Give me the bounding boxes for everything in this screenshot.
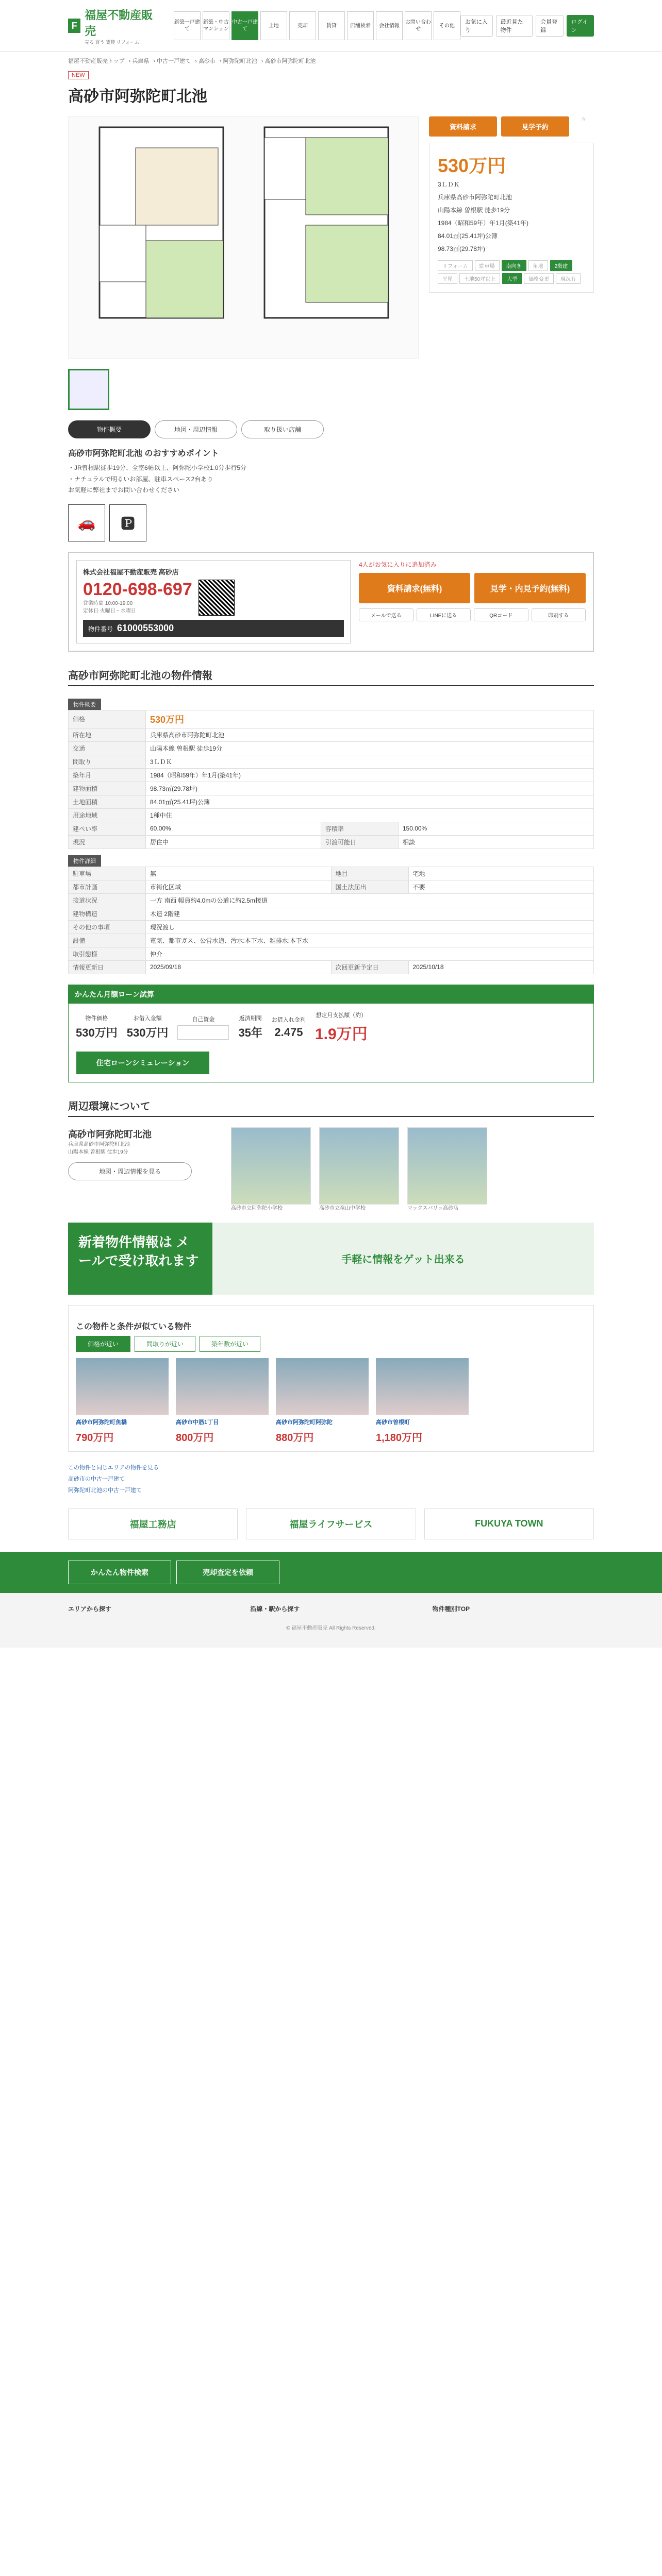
related-link[interactable]: 阿弥陀町北池の中古一戸建て <box>68 1487 142 1494</box>
spec-value: 電気、都市ガス、公営水道、汚水:本下水、雑排水:本下水 <box>146 934 594 947</box>
loan-label: お借入金額 <box>133 1015 162 1022</box>
tag: 価格変更 <box>524 273 554 284</box>
pr-line: ・ナチュラルで明るいお部屋、駐車スペース2台あり <box>68 475 213 483</box>
nav-item[interactable]: 新築・中古マンション <box>203 11 229 40</box>
spec-key: 都市計画 <box>69 880 146 893</box>
nav-item[interactable]: 店舗検索 <box>347 11 374 40</box>
spec-value: 木造 2階建 <box>146 907 594 920</box>
contact-visit-button[interactable]: 見学・内見予約(無料) <box>474 573 586 603</box>
footer-heading: 沿線・駅から探す <box>250 1605 300 1613</box>
site-logo[interactable] <box>68 7 153 45</box>
logo-icon: F <box>68 19 80 33</box>
detail-table <box>68 867 594 974</box>
loan-label: 物件価格 <box>85 1015 108 1022</box>
env-photo[interactable] <box>407 1127 487 1205</box>
loan-simulator <box>68 985 594 1082</box>
env-photo[interactable] <box>319 1127 399 1205</box>
banner-left-text: 新着物件情報は メールで受け取れます <box>78 1234 199 1269</box>
price: 530万円 <box>438 155 506 176</box>
env-place: マックスバリュ高砂店 <box>407 1205 459 1211</box>
logo-sub: 売る 買う 賃貸 リフォーム <box>85 39 140 45</box>
login-button[interactable]: ログイン <box>567 15 594 37</box>
recommendations <box>68 1305 594 1452</box>
spec-key: 接道状況 <box>69 893 146 907</box>
related-links <box>68 1462 594 1496</box>
brand-link[interactable]: 福屋ライフサービス <box>246 1509 416 1539</box>
related-link[interactable]: 高砂市の中古一戸建て <box>68 1476 125 1482</box>
share-line-button[interactable]: LINEに送る <box>417 608 471 621</box>
bottom-cta-bar <box>0 1552 662 1593</box>
loan-sim-button[interactable]: 住宅ローンシミュレーション <box>76 1051 210 1075</box>
feature-tags <box>438 260 585 284</box>
card-price: 800万円 <box>176 1432 214 1444</box>
reco-card[interactable] <box>176 1358 269 1444</box>
card-name: 高砂市阿弥陀町阿弥陀 <box>276 1419 333 1426</box>
reco-tab-layout[interactable]: 間取りが近い <box>135 1336 195 1352</box>
spec-value: 3ＬＤＫ <box>146 755 594 768</box>
tab-shop[interactable]: 取り扱い店舗 <box>241 420 324 438</box>
spec-value: 現況渡し <box>146 920 594 934</box>
nav-item-active[interactable]: 中古一戸建て <box>231 11 258 40</box>
layout: 3ＬＤＫ <box>438 181 460 188</box>
brand-link[interactable]: 福屋工務店 <box>68 1509 238 1539</box>
tag-active: 大型 <box>502 273 522 284</box>
spec-value: 居住中 <box>146 835 321 849</box>
spec-key: 次回更新予定日 <box>331 960 408 974</box>
related-link[interactable]: この物件と同じエリアの物件を見る <box>68 1464 159 1471</box>
spec-key: 引渡可能日 <box>321 835 398 849</box>
footer-heading: エリアから探す <box>68 1605 112 1613</box>
spec-key: 国土法届出 <box>331 880 408 893</box>
env-title: 周辺環境について <box>68 1098 594 1117</box>
tag-active: 南向き <box>502 260 526 271</box>
tag: 角地 <box>528 260 548 271</box>
card-price: 1,180万円 <box>376 1432 423 1444</box>
loan-label: 自己資金 <box>192 1016 215 1023</box>
tag: 現況有 <box>556 273 581 284</box>
nav-item[interactable]: 土地 <box>260 11 287 40</box>
tag: 平屋 <box>438 273 457 284</box>
spec-value: 84.01㎡(25.41坪)公簿 <box>146 795 594 808</box>
reco-title: この物件と条件が似ている物件 <box>76 1322 192 1331</box>
spec-value: 一方 南西 幅員約4.0mの公道に約2.5m接道 <box>146 893 594 907</box>
favorite-star-icon[interactable]: ☆ <box>581 116 586 122</box>
sell-assess-button[interactable]: 売却査定を依頼 <box>176 1561 279 1584</box>
spec-value: 2025/10/18 <box>408 960 594 974</box>
breadcrumb-item[interactable]: 中古一戸建て <box>157 58 191 64</box>
print-button[interactable]: 印刷する <box>532 608 586 621</box>
pr-line: ・JR曽根駅徒歩19分、全室6帖以上、阿弥陀小学校1.0分歩行5分 <box>68 464 247 471</box>
spec-value: 山陽本線 曽根駅 徒歩19分 <box>146 741 594 755</box>
tab-overview[interactable]: 物件概要 <box>68 420 151 438</box>
nav-item[interactable]: その他 <box>434 11 460 40</box>
logo-text: 福屋不動産販売 <box>85 8 153 38</box>
env-name: 高砂市阿弥陀町北池 <box>68 1129 152 1140</box>
loan-rate-input[interactable]: 2.475 <box>274 1025 303 1039</box>
building-area: 98.73㎡(29.78坪) <box>438 245 486 252</box>
card-name: 高砂市曽根町 <box>376 1419 410 1426</box>
built: 1984（昭和59年）年1月(築41年) <box>438 219 529 227</box>
nav-item[interactable]: 売却 <box>289 11 316 40</box>
spec-key: 駐車場 <box>69 867 146 880</box>
spec-key: 築年月 <box>69 768 146 782</box>
qr-code <box>198 580 235 616</box>
spec-value: 1984（昭和59年）年1月(築41年) <box>146 768 594 782</box>
spec-key: 設備 <box>69 934 146 947</box>
breadcrumb-current: 高砂市阿弥陀町北池 <box>264 58 316 64</box>
spec-key: 交通 <box>69 741 146 755</box>
share-qr-button[interactable]: QRコード <box>474 608 528 621</box>
nav-item[interactable]: 新築一戸建て <box>174 11 201 40</box>
spec-title: 高砂市阿弥陀町北池の物件情報 <box>68 667 594 686</box>
nav-item[interactable]: 会社情報 <box>376 11 403 40</box>
property-number: 物件番号 61000553000 <box>83 620 344 637</box>
reco-card[interactable] <box>76 1358 169 1444</box>
global-nav <box>174 11 460 40</box>
spec-value: 不要 <box>408 880 594 893</box>
spec-key: その他の事項 <box>69 920 146 934</box>
new-badge: NEW <box>68 71 89 79</box>
breadcrumb-item[interactable]: 阿弥陀町北池 <box>223 58 257 64</box>
env-place: 高砂市立竜山中学校 <box>319 1205 366 1211</box>
page-title: 高砂市阿弥陀町北池 <box>68 88 207 105</box>
station: 山陽本線 曽根駅 徒歩19分 <box>438 207 510 214</box>
spec-key: 建物面積 <box>69 782 146 795</box>
request-docs-button[interactable]: 資料請求 <box>429 116 497 137</box>
tag: リフォーム <box>438 260 473 271</box>
reco-card[interactable] <box>376 1358 469 1444</box>
loan-label: 返済期間 <box>239 1015 262 1022</box>
card-image <box>176 1358 269 1415</box>
spec-value: 宅地 <box>408 867 594 880</box>
spec-key: 間取り <box>69 755 146 768</box>
card-name: 高砂市阿弥陀町魚橋 <box>76 1419 127 1426</box>
spec-value: 仲介 <box>146 947 594 960</box>
tag-active: 2階建 <box>550 260 573 271</box>
reco-tab-age[interactable]: 築年数が近い <box>200 1336 260 1352</box>
spec-key: 建物構造 <box>69 907 146 920</box>
loan-years-select[interactable]: 35年 <box>238 1026 262 1040</box>
spec-value: 60.00% <box>146 822 321 835</box>
thumbnail[interactable] <box>68 369 109 410</box>
nav-item[interactable]: 賃貸 <box>318 11 345 40</box>
spec-value: 相談 <box>398 835 593 849</box>
tab-map[interactable]: 地図・周辺情報 <box>155 420 237 438</box>
favorite-count: 4人がお気に入りに追加済み <box>359 561 437 568</box>
contact-box <box>68 552 594 652</box>
tag: 土地50坪以上 <box>459 273 500 284</box>
card-image <box>376 1358 469 1415</box>
env-address: 兵庫県高砂市阿弥陀町北池 <box>68 1141 130 1147</box>
spec-value: 市街化区域 <box>146 880 332 893</box>
spec-subheading: 物件概要 <box>68 699 101 710</box>
spec-key: 地目 <box>331 867 408 880</box>
free-dial[interactable]: 0120-698-697 <box>83 579 192 599</box>
spec-value: 530万円 <box>146 710 594 728</box>
spec-key: 現況 <box>69 835 146 849</box>
hours: 営業時間 10:00-19:00 <box>83 600 133 606</box>
floor-plan-image[interactable] <box>68 116 419 359</box>
address: 兵庫県高砂市阿弥陀町北池 <box>438 194 512 201</box>
loan-label: お借入れ金利 <box>271 1016 306 1023</box>
card-image <box>76 1358 169 1415</box>
car-icon: 🚗 <box>68 504 105 541</box>
banner-right-text: 手軽に情報をゲット出来る <box>212 1223 594 1295</box>
loan-label: 想定月支払額（約） <box>316 1012 367 1019</box>
card-image <box>276 1358 369 1415</box>
favorites-link[interactable]: お気に入り <box>460 15 493 37</box>
share-mail-button[interactable]: メールで送る <box>359 608 413 621</box>
reco-tab-price[interactable]: 価格が近い <box>76 1336 130 1352</box>
spec-value: 兵庫県高砂市阿弥陀町北池 <box>146 728 594 741</box>
spec-value: 無 <box>146 867 332 880</box>
history-link[interactable]: 最近見た物件 <box>496 15 533 37</box>
quick-search-button[interactable]: かんたん物件検索 <box>68 1561 171 1584</box>
breadcrumb-item[interactable]: 高砂市 <box>198 58 216 64</box>
spec-value: 2025/09/18 <box>146 960 332 974</box>
site-header <box>0 0 662 52</box>
nav-item[interactable]: お問い合わせ <box>405 11 432 40</box>
land-area: 84.01㎡(25.41坪)公簿 <box>438 232 498 240</box>
loan-amount: 530万円 <box>126 1026 169 1040</box>
spec-key: 容積率 <box>321 822 398 835</box>
spec-key: 情報更新日 <box>69 960 146 974</box>
loan-price: 530万円 <box>76 1026 118 1040</box>
breadcrumb-item[interactable]: 福屋不動産販売トップ <box>68 58 125 64</box>
breadcrumb: 福屋不動産販売トップ › 兵庫県 › 中古一戸建て › 高砂市 › 阿弥陀町北池 › 高砂市阿弥陀町北池 <box>68 58 316 64</box>
breadcrumb-item[interactable]: 兵庫県 <box>132 58 150 64</box>
pr-title: 高砂市阿弥陀町北池 のおすすめポイント <box>68 449 219 458</box>
spec-value: 150.00% <box>398 822 593 835</box>
parking-icon: 🅿 <box>109 504 146 541</box>
env-station: 山陽本線 曽根駅 徒歩19分 <box>68 1149 128 1155</box>
down-payment-input[interactable] <box>177 1025 229 1040</box>
holiday: 定休日 火曜日・水曜日 <box>83 608 136 614</box>
contact-docs-button[interactable]: 資料請求(無料) <box>359 573 470 603</box>
env-place: 高砂市立阿弥陀小学校 <box>231 1205 283 1211</box>
card-price: 880万円 <box>276 1432 314 1444</box>
card-name: 高砂市中筋1丁目 <box>176 1419 219 1426</box>
footer <box>0 1593 662 1648</box>
footer-heading: 物件種別TOP <box>432 1605 470 1613</box>
register-link[interactable]: 会員登録 <box>536 15 564 37</box>
spec-key: 土地面積 <box>69 795 146 808</box>
monthly-payment: 1.9万円 <box>315 1025 368 1043</box>
summary-box <box>429 143 594 293</box>
spec-key: 用途地域 <box>69 808 146 822</box>
loan-title: かんたん月額ローン試算 <box>69 985 593 1004</box>
env-photo[interactable] <box>231 1127 311 1205</box>
spec-table <box>68 710 594 849</box>
tag: 駐車場 <box>475 260 500 271</box>
spec-key: 取引態様 <box>69 947 146 960</box>
floor-plan-drawing <box>69 117 419 359</box>
mail-banner[interactable] <box>68 1223 594 1295</box>
spec-key: 建ぺい率 <box>69 822 146 835</box>
brand-link[interactable]: FUKUYA TOWN <box>424 1509 594 1539</box>
spec-value: 1種中住 <box>146 808 594 822</box>
spec-key: 価格 <box>69 710 146 728</box>
visit-reserve-button[interactable]: 見学予約 <box>501 116 569 137</box>
env-map-button[interactable]: 地図・周辺情報を見る <box>68 1162 192 1180</box>
pr-line: お気軽に弊社までお問い合わせください <box>68 486 180 494</box>
spec-key: 所在地 <box>69 728 146 741</box>
reco-card[interactable] <box>276 1358 369 1444</box>
card-price: 790万円 <box>76 1432 114 1444</box>
copyright: © 福屋不動産販売 All Rights Reserved. <box>286 1625 376 1631</box>
shop-name: 株式会社福屋不動産販売 高砂店 <box>83 568 179 576</box>
spec-subheading: 物件詳細 <box>68 855 101 867</box>
spec-value: 98.73㎡(29.78坪) <box>146 782 594 795</box>
